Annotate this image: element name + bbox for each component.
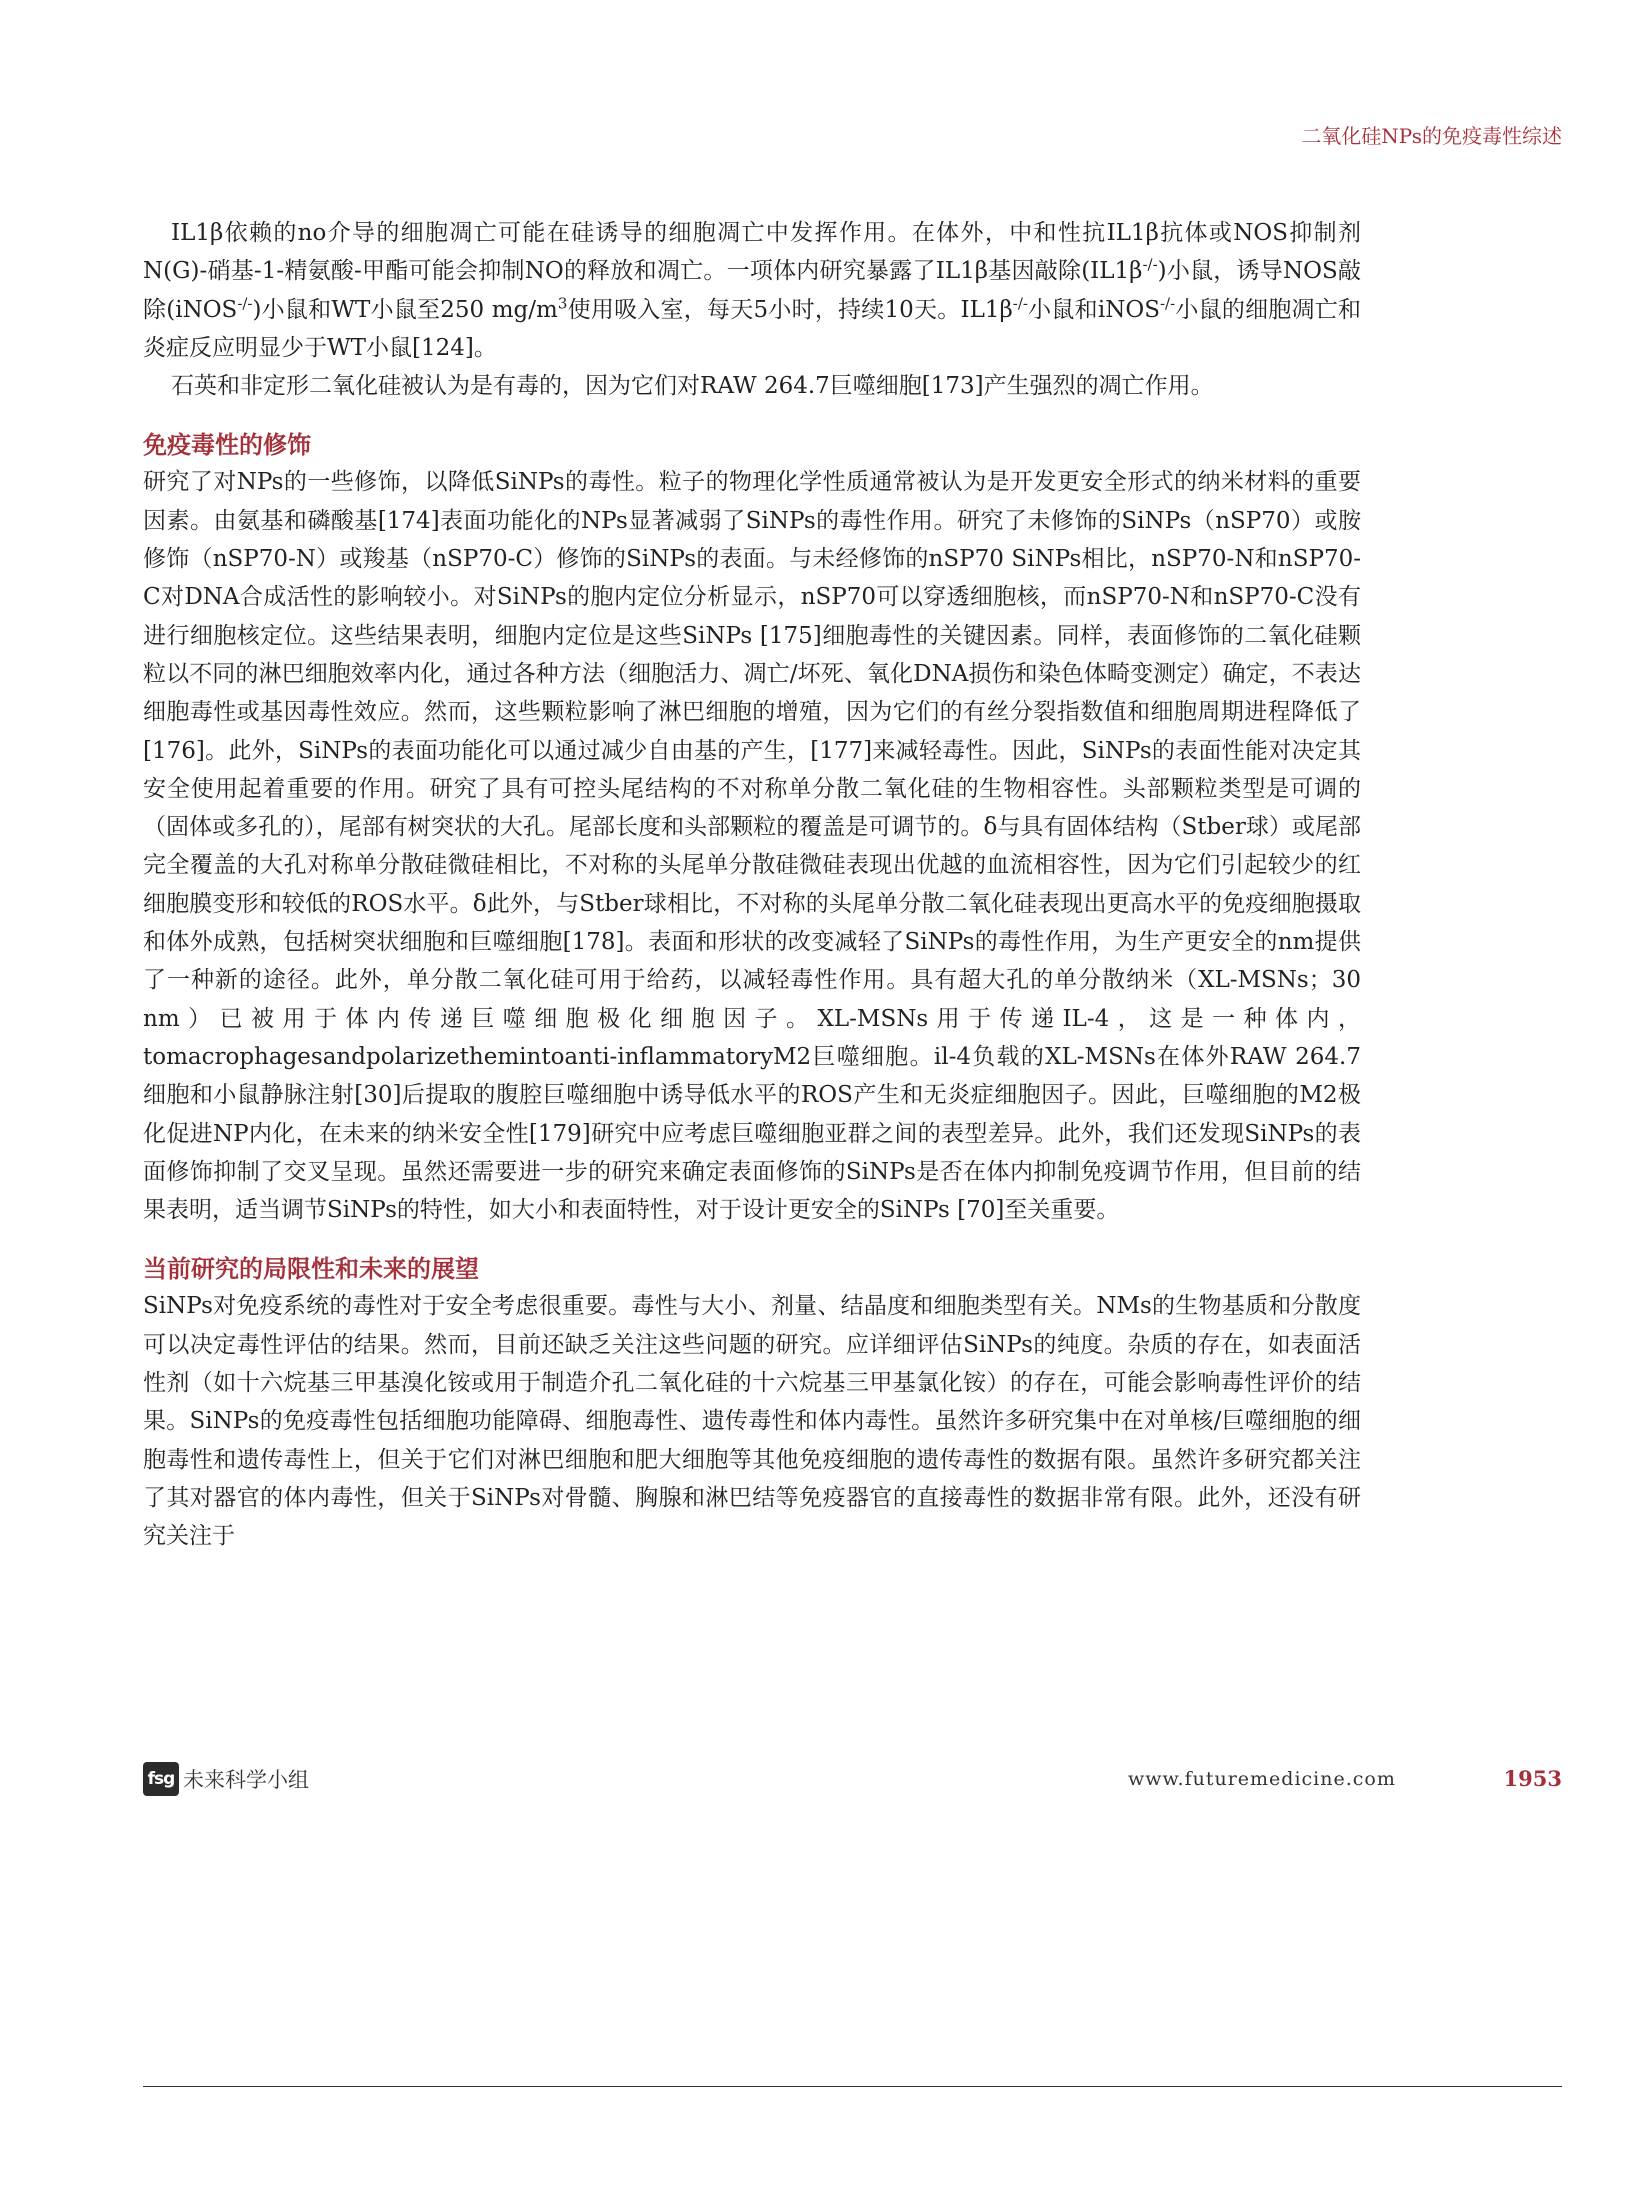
section-body-limitations: SiNPs对免疫系统的毒性对于安全考虑很重要。毒性与大小、剂量、结晶度和细胞类型有关。NMs的生物基质和分散度可以决定毒性评估的结果。然而，目前还缺乏关注这些问题的研究。应详细评估SiNPs的纯度。杂质的存在，如表面活性剂（如十六烷基三甲基溴化铵或用于制造介孔二氧化硅的十六烷基三甲基氯化铵）的存在，可能会影响毒性评价的结果。SiNPs的免疫毒性包括细胞功能障碍、细胞毒性、遗传毒性和体内毒性。虽然许多研究集中在对单核/巨噬细胞的细胞毒性和遗传毒性上，但关于它们对淋巴细胞和肥大细胞等其他免疫细胞的遗传毒性的数据有限。虽然许多研究都关注了其对器官的体内毒性，但关于SiNPs对骨髓、胸腺和淋巴结等免疫器官的直接毒性的数据非常有限。此外，还没有研究关注于 (143, 1293, 1361, 1550)
paragraph-2: 石英和非定形二氧化硅被认为是有毒的，因为它们对RAW 264.7巨噬细胞[173]产生强烈的凋亡作用。 (171, 373, 1214, 400)
superscript: -/- (237, 293, 253, 312)
running-title: 二氧化硅NPs的免疫毒性综述 (1301, 124, 1562, 148)
bottom-divider (143, 2086, 1562, 2087)
superscript: -/- (1142, 255, 1158, 274)
superscript: -/- (1012, 293, 1028, 312)
text-run: IL1β依赖的no介导的细胞凋亡可能在硅诱导的细胞凋亡中发挥作用。在体外，中和性抗IL1β抗体或NOS抑制剂N(G)-硝基-1-精氨酸-甲酯可能会抑制NO的释放和凋亡。一项体内研究暴露了IL1β基因敲除(IL1β (143, 220, 1361, 285)
text-run: )小鼠，诱导NOS敲除(iNOS (143, 258, 1361, 323)
article-body (143, 214, 1361, 1556)
publisher-logo (143, 1762, 309, 1796)
superscript: -/- (1159, 293, 1176, 312)
paragraph-1 (143, 214, 1361, 367)
footer-url: www.futuremedicine.com (1128, 1768, 1396, 1790)
page-number: 1953 (1503, 1766, 1562, 1791)
section-heading-modification: 免疫毒性的修饰 (143, 430, 311, 460)
page-footer (143, 1762, 1562, 1798)
fsg-logo-icon: fsg (143, 1762, 179, 1796)
publisher-name: 未来科学小组 (183, 1768, 309, 1792)
section-heading-limitations: 当前研究的局限性和未来的展望 (143, 1254, 479, 1284)
superscript: 3 (557, 293, 568, 312)
text-run: 小鼠的细胞凋亡和炎症反应明显少于WT小鼠[124]。 (143, 296, 1362, 361)
text-run: 使用吸入室，每天5小时，持续10天。IL1β (567, 296, 1013, 323)
text-run: 小鼠和iNOS (1027, 296, 1160, 323)
text-run: )小鼠和WT小鼠至250 mg/m (252, 296, 558, 323)
section-body-modification: 研究了对NPs的一些修饰，以降低SiNPs的毒性。粒子的物理化学性质通常被认为是开发更安全形式的纳米材料的重要因素。由氨基和磷酸基[174]表面功能化的NPs显著减弱了SiNPs的毒性作用。研究了未修饰的SiNPs（nSP70）或胺修饰（nSP70-N）或羧基（nSP70-C）修饰的SiNPs的表面。与未经修饰的nSP70 SiNPs相比，nSP70-N和nSP70-C对DNA合成活性的影响较小。对SiNPs的胞内定位分析显示，nSP70可以穿透细胞核，而nSP70-N和nSP70-C没有进行细胞核定位。这些结果表明，细胞内定位是这些SiNPs [175]细胞毒性的关键因素。同样，表面修饰的二氧化硅颗粒以不同的淋巴细胞效率内化，通过各种方法（细胞活力、凋亡/坏死、氧化DNA损伤和染色体畸变测定）确定，不表达细胞毒性或基因毒性效应。然而，这些颗粒影响了淋巴细胞的增殖，因为它们的有丝分裂指数值和细胞周期进程降低了[176]。此外，SiNPs的表面功能化可以通过减少自由基的产生，[177]来减轻毒性。因此，SiNPs的表面性能对决定其安全使用起着重要的作用。研究了具有可控头尾结构的不对称单分散二氧化硅的生物相容性。头部颗粒类型是可调的（固体或多孔的），尾部有树突状的大孔。尾部长度和头部颗粒的覆盖是可调节的。ẟ与具有固体结构（Stber球）或尾部完全覆盖的大孔对称单分散硅微硅相比，不对称的头尾单分散硅微硅表现出优越的血流相容性，因为它们引起较少的红细胞膜变形和较低的ROS水平。ẟ此外，与Stber球相比，不对称的头尾单分散二氧化硅表现出更高水平的免疫细胞摄取和体外成熟，包括树突状细胞和巨噬细胞[178]。表面和形状的改变减轻了SiNPs的毒性作用，为生产更安全的nm提供了一种新的途径。此外，单分散二氧化硅可用于给药，以减轻毒性作用。具有超大孔的单分散纳米（XL-MSNs；30 nm）已被用于体内传递巨噬细胞极化细胞因子。XL-MSNs用于传递IL-4，这是一种体内，tomacrophagesandpolarizethemintoanti-inflammatoryM2巨噬细胞。il-4负载的XL-MSNs在体外RAW 264.7细胞和小鼠静脉注射[30]后提取的腹腔巨噬细胞中诱导低水平的ROS产生和无炎症细胞因子。因此，巨噬细胞的M2极化促进NP内化，在未来的纳米安全性[179]研究中应考虑巨噬细胞亚群之间的表型差异。此外，我们还发现SiNPs的表面修饰抑制了交叉呈现。虽然还需要进一步的研究来确定表面修饰的SiNPs是否在体内抑制免疫调节作用，但目前的结果表明，适当调节SiNPs的特性，如大小和表面特性，对于设计更安全的SiNPs [70]至关重要。 (143, 469, 1361, 1224)
